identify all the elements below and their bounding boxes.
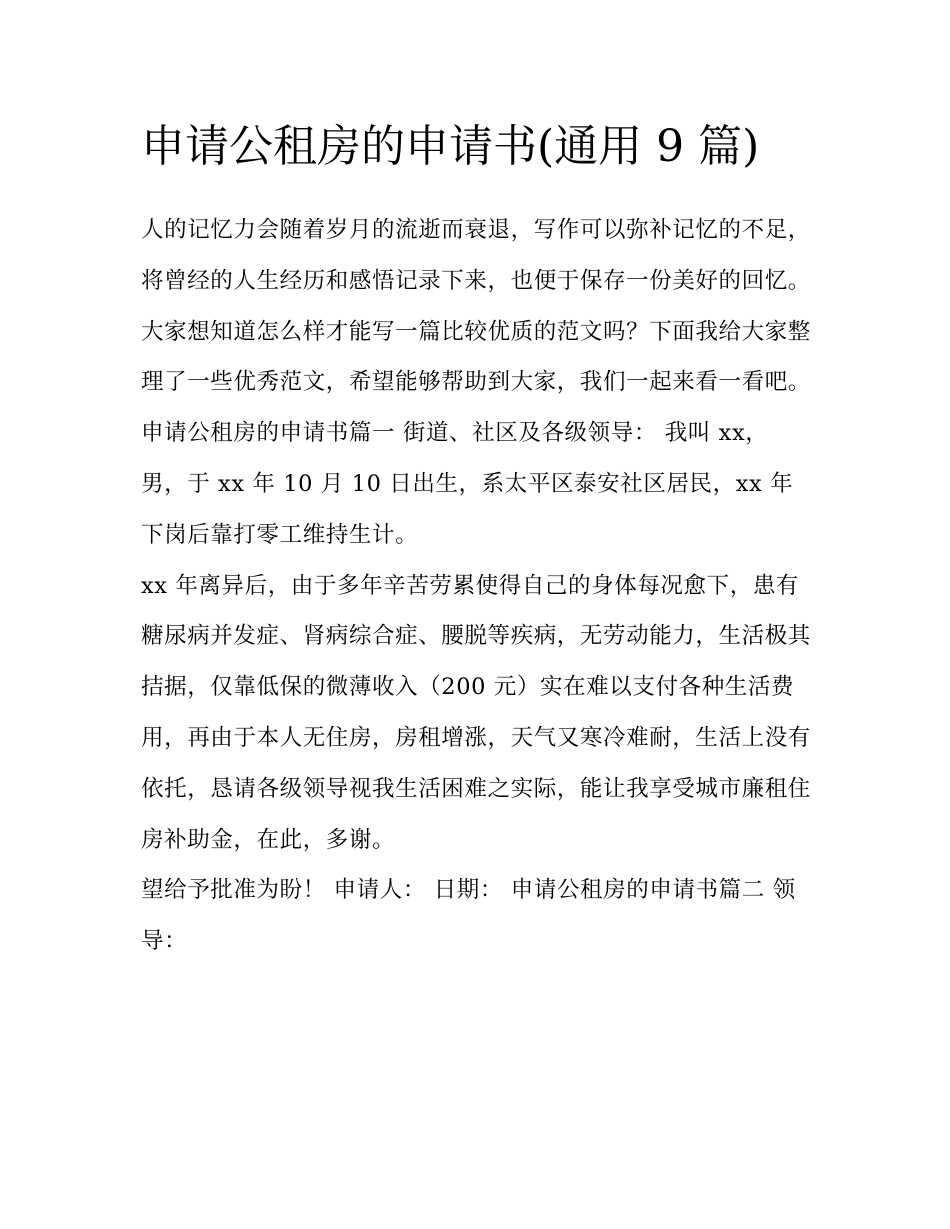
paragraph-letter-closing: 望给予批准为盼！ 申请人： 日期： 申请公租房的申请书篇二 领导： xyxy=(141,877,796,955)
document-body xyxy=(141,108,813,967)
paragraph-letter-opening: 申请公租房的申请书篇一 街道、社区及各级领导： 我叫 xx，男，于 xx 年 10 月 10 日出生，系太平区泰安社区居民，xx 年下岗后靠打零工维持生计。 xyxy=(141,420,794,548)
document-title: 申请公租房的申请书(通用 9 篇) xyxy=(141,121,760,172)
paragraph-letter-body: xx 年离异后，由于多年辛苦劳累使得自己的身体每况愈下，患有糖尿病并发症、肾病综合症、腰脱等疾病，无劳动能力，生活极其拮据，仅靠低保的微薄收入（200 元）实在难以支付各种生活费用，再由于本人无住房，房租增涨，天气又寒冷难耐，生活上没有依托，恳请各级领导视我生活困难之实际，能让我享受城市廉租住房补助金，在此，多谢。 xyxy=(141,572,811,853)
paragraph-intro: 人的记忆力会随着岁月的流逝而衰退，写作可以弥补记忆的不足，将曾经的人生经历和感悟记录下来，也便于保存一份美好的回忆。大家想知道怎么样才能写一篇比较优质的范文吗？下面我给大家整理了一些优秀范文，希望能够帮助到大家，我们一起来看一看吧。 xyxy=(141,217,811,396)
